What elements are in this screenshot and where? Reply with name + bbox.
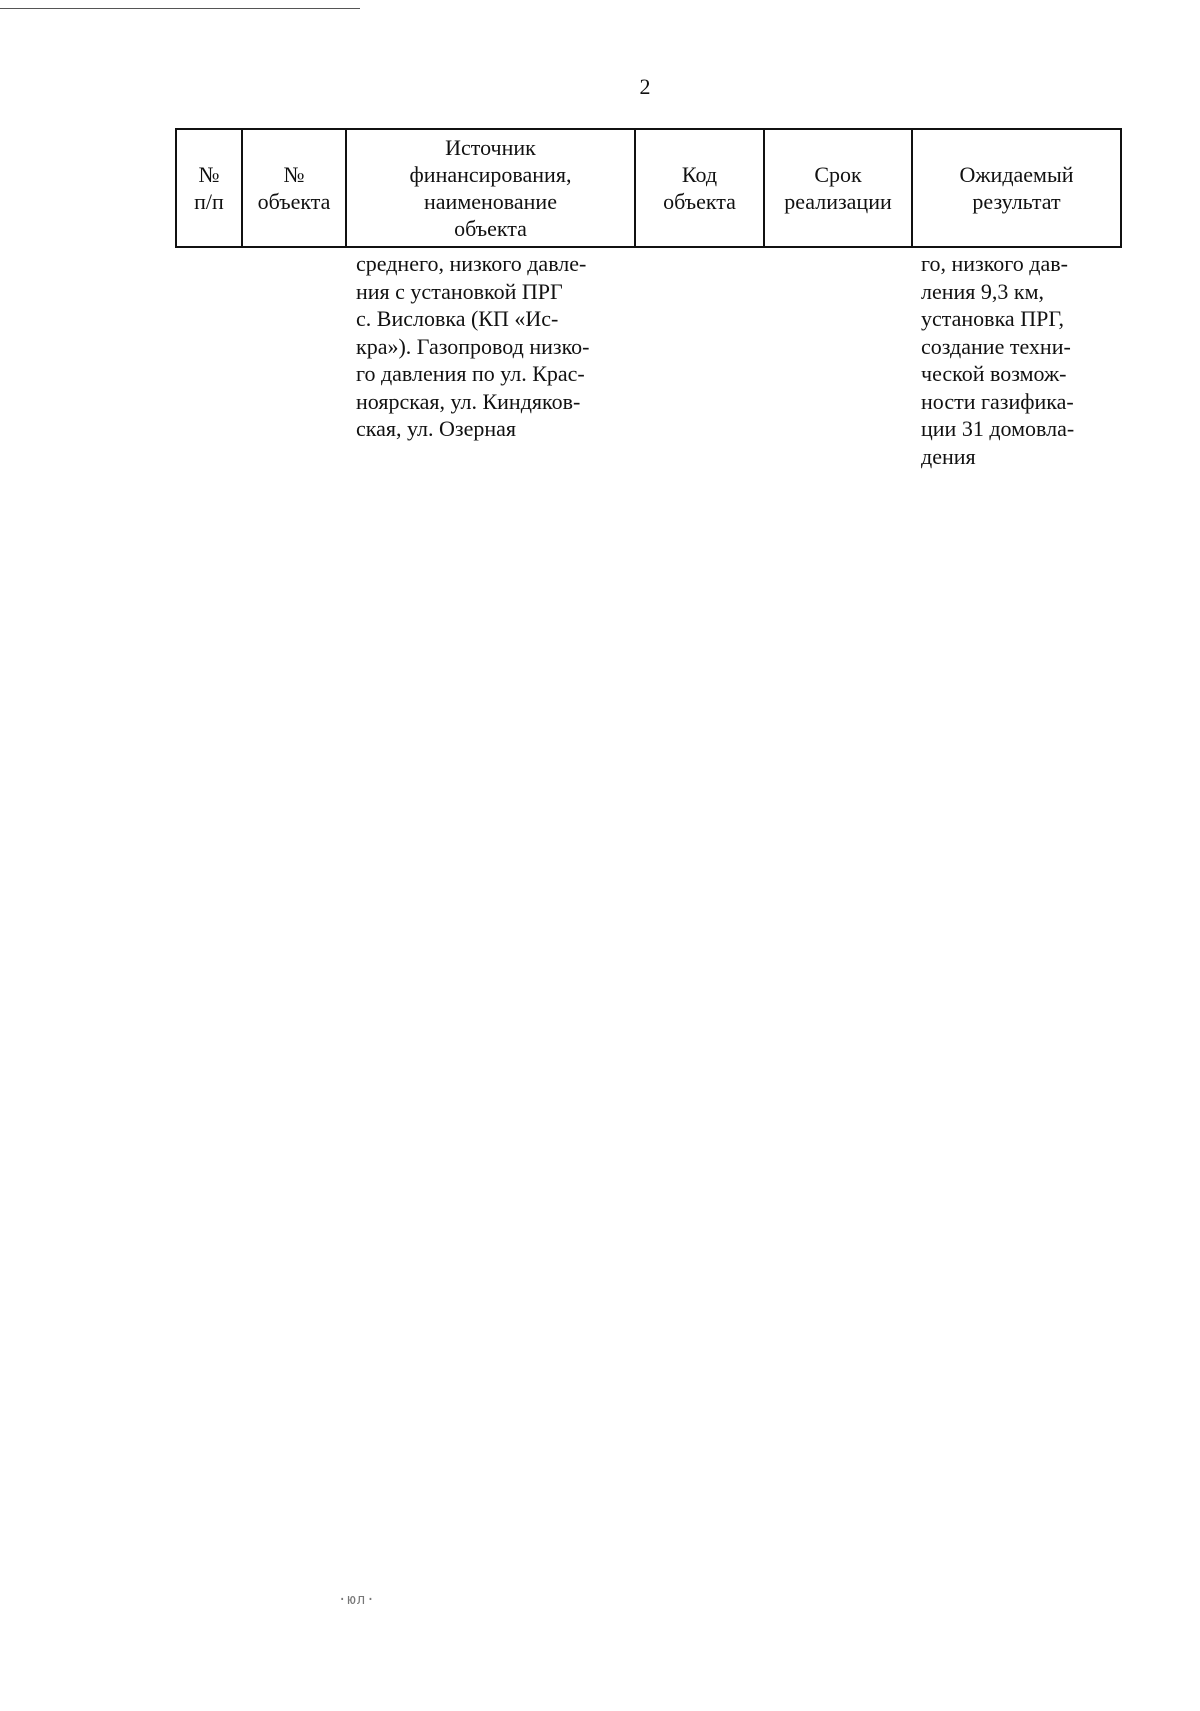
table-header-row: [176, 129, 1121, 247]
header-object-code: Код объекта: [635, 129, 764, 247]
header-expected-result: Ожидаемый результат: [912, 129, 1121, 247]
header-row-number: № п/п: [176, 129, 242, 247]
page-number: 2: [639, 74, 651, 99]
cell-source-name: среднего, низкого давле- ния с установкой ПРГ с. Висловка (КП «Ис- кра»). Газопровод низко- го давления по ул. Крас- ноярская, ул. Киндяков- ская, ул. Озерная: [356, 251, 590, 441]
cell-expected-result: го, низкого дав- ления 9,3 км, установка ПРГ, создание техни- ческой возмож- ности газифика- ции 31 домовла- дения: [921, 251, 1075, 469]
top-rule: [0, 8, 360, 9]
header-implementation-period: Срок реализации: [764, 129, 912, 247]
header-funding-source: Источник финансирования, наименование объекта: [346, 129, 635, 247]
table-header: [175, 128, 1122, 248]
header-object-number: № объекта: [242, 129, 346, 247]
stamp-mark: ·юл·: [338, 1592, 376, 1608]
